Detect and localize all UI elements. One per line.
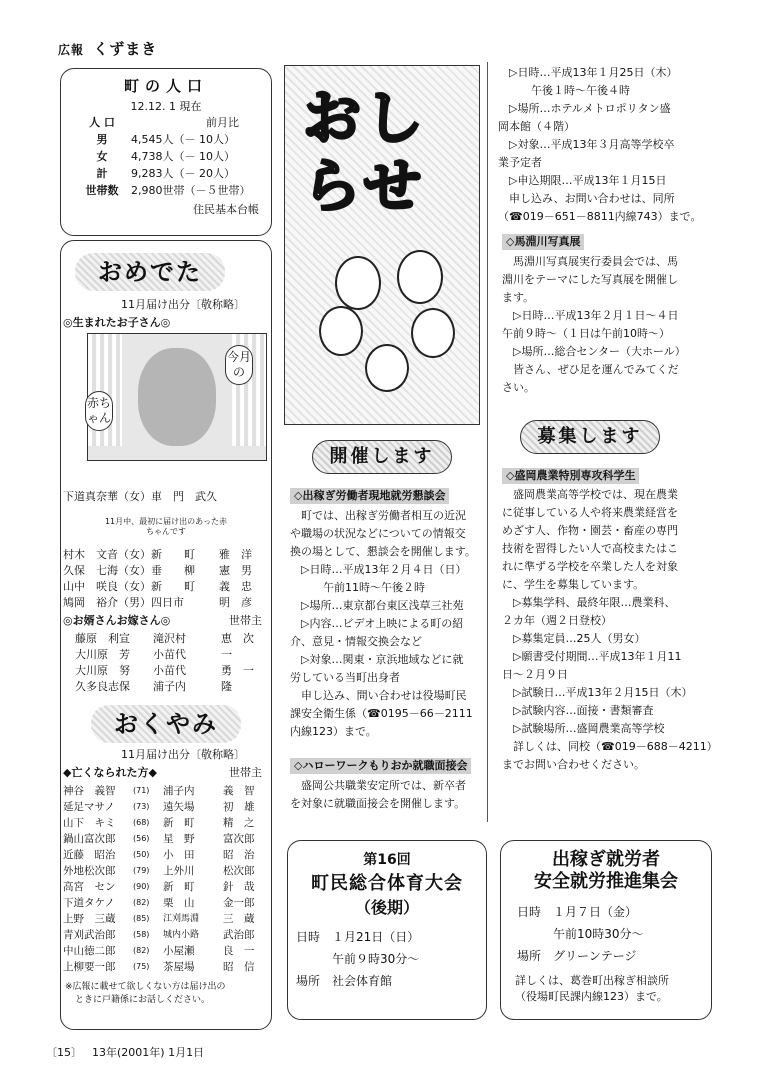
population-date: 12.12. 1 現在: [130, 100, 202, 113]
list-item: 大川原 芳 小苗代 一: [75, 648, 232, 661]
taiiku-time: 午前９時30分～: [296, 952, 420, 966]
masthead: [58, 38, 157, 59]
maba-subhead: ◇馬淵川写真展: [502, 234, 584, 250]
dekasegi-title-2: 安全就労推進集会: [534, 871, 678, 892]
marriage-list: [75, 631, 271, 695]
births-list: [63, 547, 269, 611]
table-row: 上柳要一郎 (75) 茶屋場 昭 信: [63, 961, 255, 973]
list-item: 鳩岡 裕介（男） 四日市 明 彦: [63, 596, 252, 609]
table-row: 延足マサノ (73) 遠矢場 初 雄: [63, 801, 255, 813]
taiiku-date: 日時 １月21日（日）: [296, 930, 420, 944]
kaisai-subhead-2: ◇ハローワークもりおか就職面接会: [290, 758, 471, 774]
marriage-heading-right: 世帯主: [229, 614, 262, 627]
featured-note: 11月中、最初に届け出のあった赤ちゃんです: [104, 517, 228, 536]
population-row: 計 9,283人（－ 20人）: [96, 167, 235, 180]
kaisai-subhead-1: ◇出稼ぎ労働者現地就労懇談会: [290, 488, 449, 504]
dekasegi-place: 場所 グリーンテージ: [517, 949, 637, 963]
births-heading: ◎生まれたお子さん◎: [63, 316, 171, 329]
oshirase-line2: らせ: [303, 152, 426, 220]
taiiku-box: [287, 840, 487, 1020]
bubble-left: 赤ちゃん: [85, 391, 113, 431]
kaisai-body-1: 町では、出稼ぎ労働者相互の近況 や職場の状況などについての情報交 換の場として、懇談会を開催します。 ▷日時…平成13年２月４日（日） 午前11時～午後２時 ▷場所…東京都台東区浅草三社苑 ▷内容…ビデオ上映による町の紹 介、意見・情報交換会など ▷対象…関東・京浜地域などに就 労している当町出身者 申し込み、問い合わせは役場町民 課安全衛生係（☎0195－66－2111 内線123）まで。: [290, 509, 476, 738]
deaths-list: [63, 783, 269, 975]
issue-date: 13年(2001年) 1月1日: [92, 1046, 205, 1059]
nogyo-body: 盛岡農業高等学校では、現在農業 に従事している人や将来農業経営を めざす人、作物・園芸・畜産の専門 技術を習得したい人で高校またはこ れに準ずる学校を卒業した人を対象 に、学生を募集しています。 ▷募集学科、最終年限…農業科、 ２カ年（週２日登校） ▷募集定員…25人（男女） ▷願書受付期間…平成13年１月11 日～２月９日 ▷試験日…平成13年２月15日（木） ▷試験内容…面接・書類審査 ▷試験場所…盛岡農業高等学校 詳しくは、同校（☎019－688－4211） までお問い合わせください。: [502, 488, 718, 771]
table-row: 山下 キミ (68) 新 町 精 之: [63, 817, 255, 829]
list-item: 久保 七海（女） 垂 柳 憲 男: [63, 564, 252, 577]
population-row: 男 4,545人（－ 10人）: [96, 133, 235, 146]
deaths-note-1: ※広報に載せて欲しくない方は届け出の: [65, 982, 226, 992]
bubble-right: 今月の: [225, 345, 253, 385]
hellowork-details: ▷日時…平成13年１月25日（木） 午後１時～午後４時 ▷場所…ホテルメトロポリタン盛 岡本館（４階） ▷対象…平成13年３月高等学校卒 業予定者 ▷申込期限…平成13年１月15日 申し込み、お問い合わせは、同所 （☎019－651－8811内線743）まで。: [498, 66, 702, 223]
oshirase-headline: [284, 65, 480, 425]
list-item: 山中 咲良（女） 新 町 義 忠: [63, 580, 252, 593]
deaths-heading: ◆亡くなられた方◆: [63, 766, 157, 779]
page-number: 〔15〕: [46, 1046, 82, 1059]
dekasegi-title-1: 出稼ぎ就労者: [552, 849, 660, 870]
kaisai-banner: 開催します: [312, 440, 452, 474]
vital-records-panel: [60, 240, 272, 1030]
dekasegi-box: [500, 840, 712, 1020]
nogyo-subhead: ◇盛岡農業特別専攻科学生: [502, 468, 639, 484]
table-row: 中山徳二郎 (82) 小屋瀬 良 一: [63, 945, 255, 957]
table-row: 高宮 セン (90) 新 町 針 哉: [63, 881, 255, 893]
population-source: 住民基本台帳: [193, 203, 259, 216]
family-illustration: [315, 256, 465, 416]
dekasegi-time: 午前10時30分～: [517, 927, 644, 941]
oshirase-line1: おし: [303, 84, 428, 152]
table-row: 青刈武治郎 (58) 城内小路 武治郎: [63, 929, 255, 941]
list-item: 村木 文音（女） 新 町 雅 洋: [63, 548, 252, 561]
dekasegi-info-1: 詳しくは、葛巻町出稼ぎ相談所: [515, 974, 669, 987]
masthead-brand: くずまき: [93, 40, 158, 58]
population-title: 町の人口: [123, 77, 208, 95]
marriage-heading: ◎お婿さんお嫁さん◎: [63, 614, 171, 627]
featured-baby: 下道真奈華（女）車 門 武久: [63, 490, 217, 503]
taiiku-number: 第16回: [363, 852, 411, 868]
okuyami-filing: 11月届け出分〔敬称略〕: [121, 748, 245, 761]
population-row: 女 4,738人（－ 10人）: [96, 150, 235, 163]
taiiku-title: 町民総合体育大会: [311, 873, 463, 894]
population-row: 人 口 前月比: [89, 116, 239, 129]
kaisai-body-2: 盛岡公共職業安定所では、新卒者 を対象に就職面接会を開催します。: [290, 779, 466, 810]
omedeta-banner: おめでた: [75, 253, 225, 291]
dekasegi-info-2: （役場町民課内線123）まで。: [515, 990, 668, 1003]
table-row: 上野 三蔵 (85) 江刈馬淵 三 蔵: [63, 913, 255, 925]
list-item: 藤原 利宣 滝沢村 恵 次: [75, 632, 254, 645]
table-row: 下道タケノ (82) 栗 山 金一郎: [63, 897, 255, 909]
table-row: 鍋山富次郎 (56) 星 野 富次郎: [63, 833, 255, 845]
boshu-banner: 募集します: [520, 420, 660, 454]
dekasegi-date: 日時 １月７日（金）: [517, 905, 638, 919]
list-item: 久多良志保 浦子内 隆: [75, 680, 232, 693]
population-box: [60, 68, 272, 236]
table-row: 神谷 義智 (71) 浦子内 義 智: [63, 785, 255, 797]
deaths-note-2: ときに戸籍係にお話しください。: [75, 995, 211, 1005]
deaths-heading-right: 世帯主: [229, 766, 262, 779]
masthead-label: 広報: [58, 43, 85, 57]
omedeta-filing: 11月届け出分〔敬称略〕: [121, 298, 245, 311]
okuyami-banner: おくやみ: [91, 705, 241, 743]
table-row: 近藤 昭治 (50) 小 田 昭 治: [63, 849, 255, 861]
taiiku-place: 場所 社会体育館: [296, 974, 393, 988]
maba-body: 馬淵川写真展実行委員会では、馬 淵川をテーマにした写真展を開催し ます。 ▷日時…平成13年２月１日～４日 午前９時～（１日は午前10時～） ▷場所…総合センター（大ホール） 皆さん、ぜひ足を運んでみてくだ さい。: [502, 255, 686, 394]
taiiku-subtitle: （後期）: [354, 898, 419, 917]
population-row: 世帯数 2,980世帯（－５世帯）: [85, 184, 251, 197]
list-item: 大川原 努 小苗代 勇 一: [75, 664, 254, 677]
table-row: 外地松次郎 (79) 上外川 松次郎: [63, 865, 255, 877]
